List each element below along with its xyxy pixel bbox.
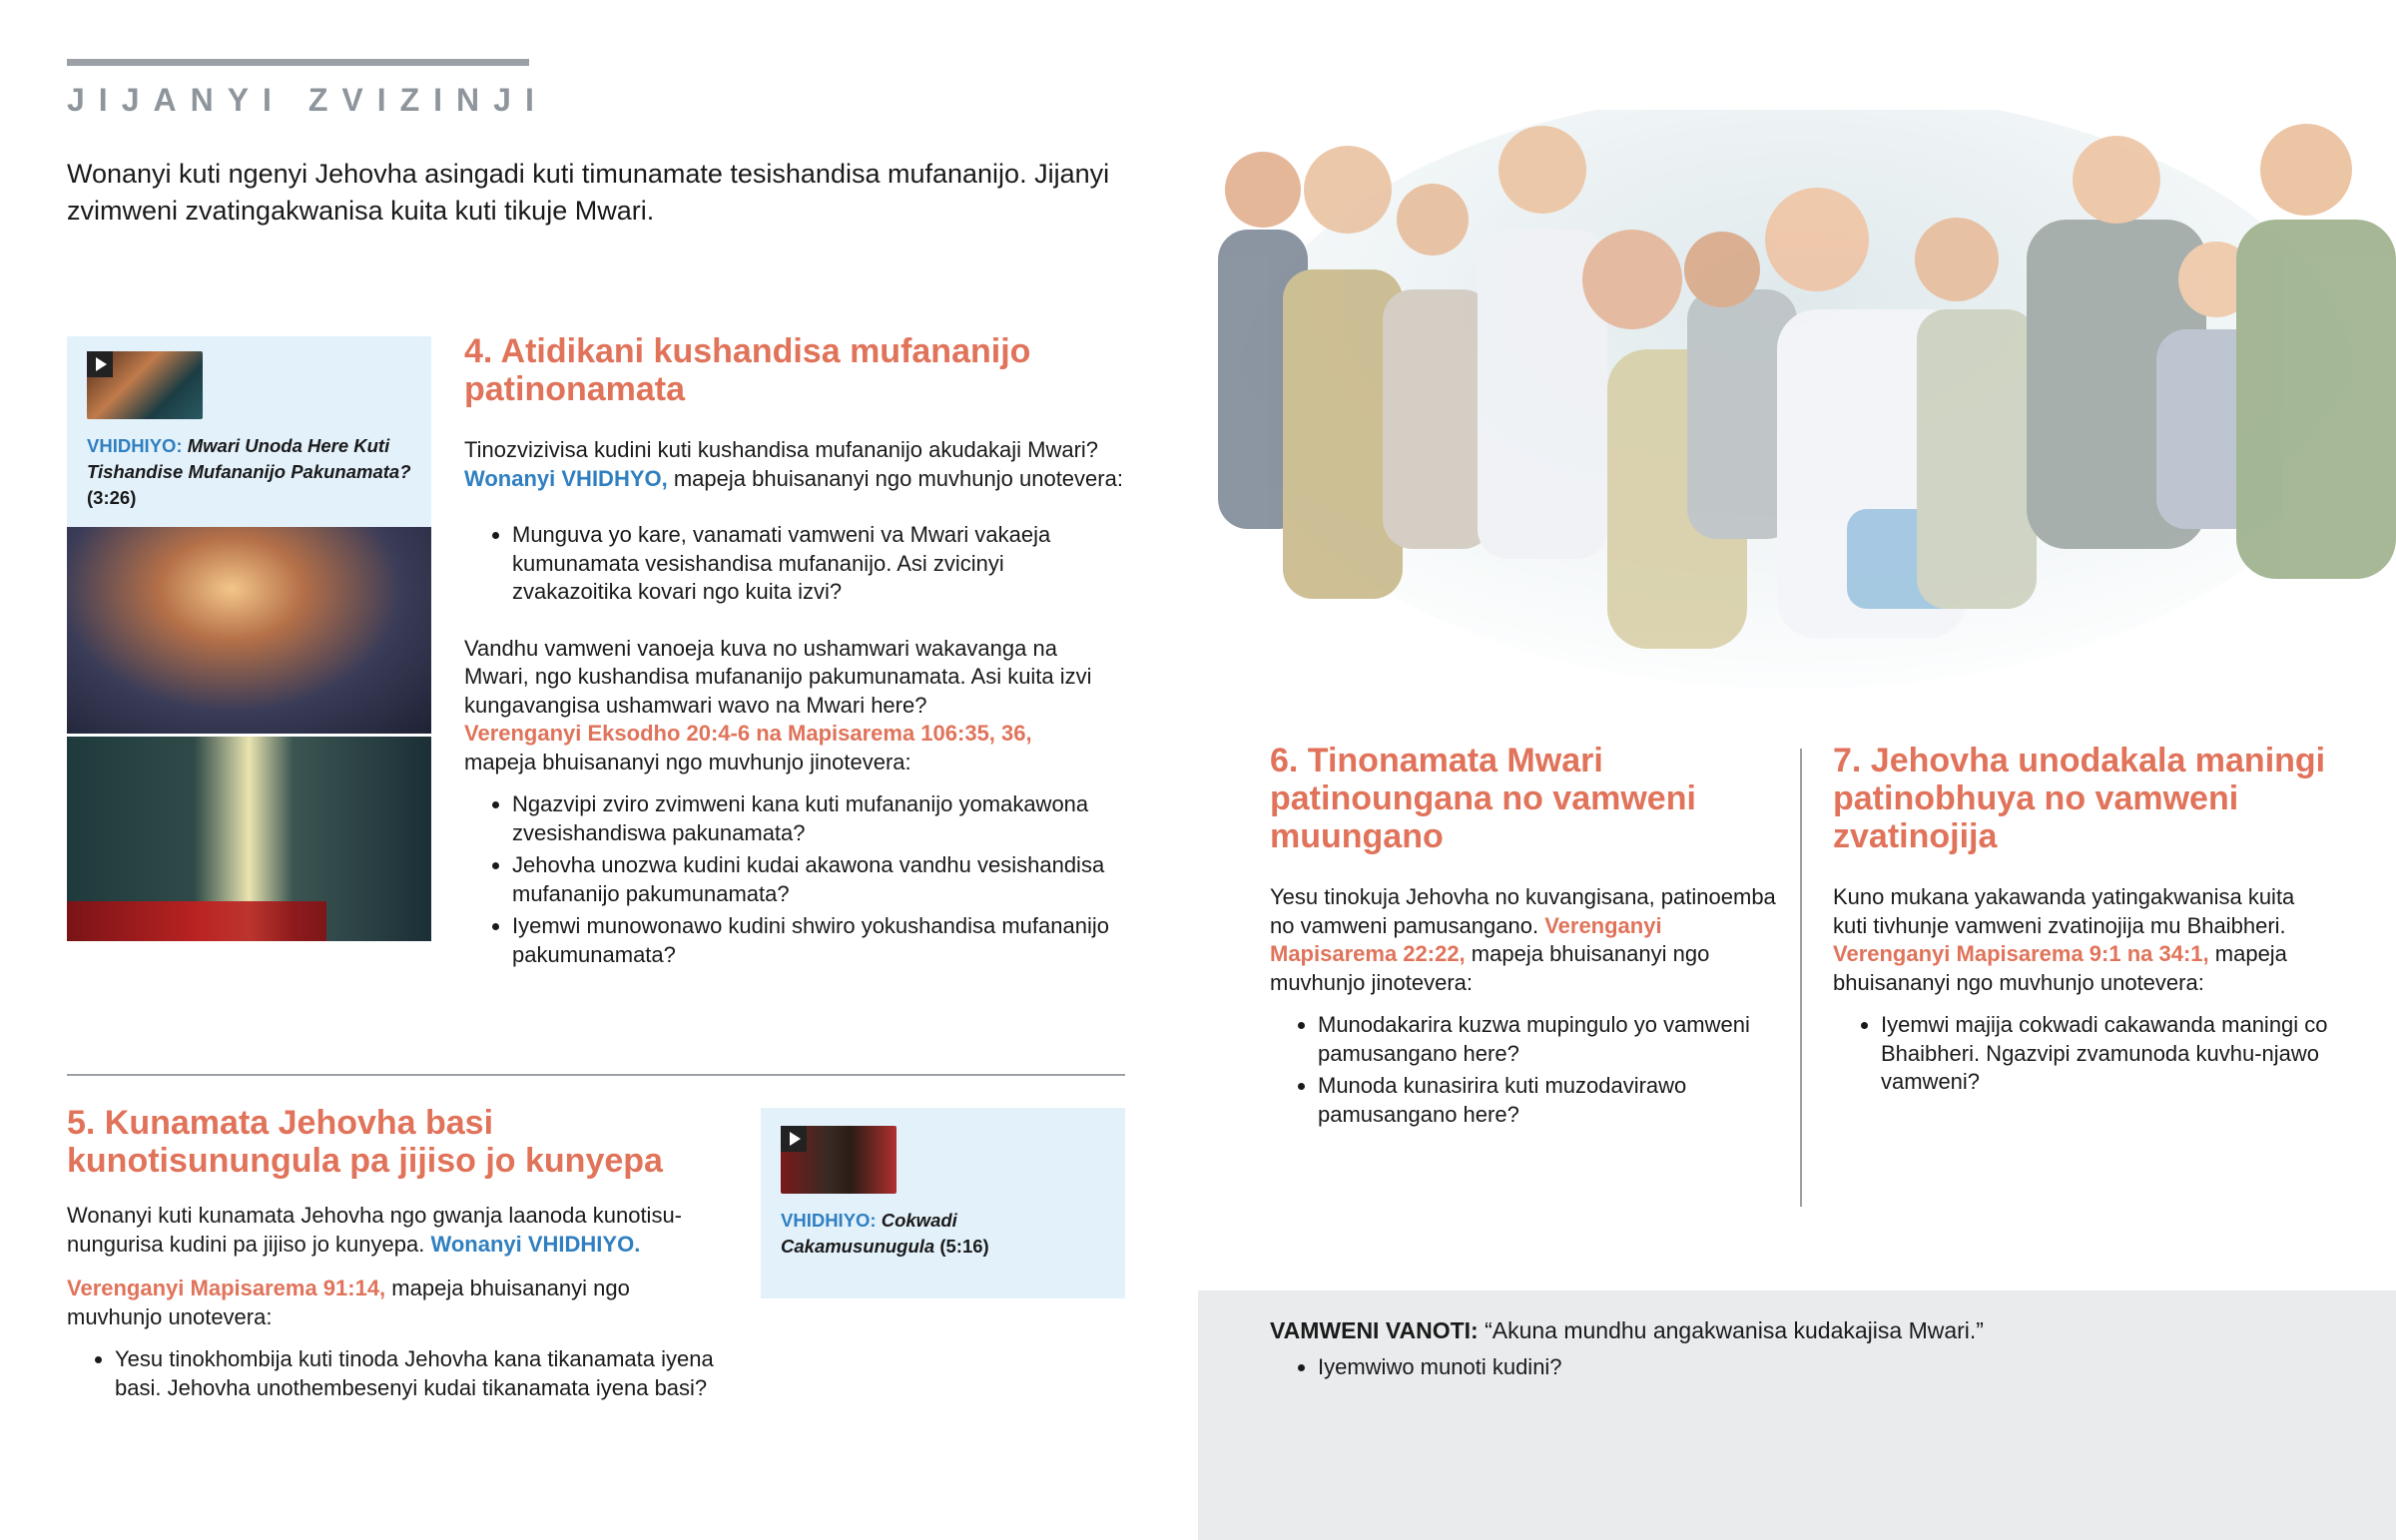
question-item: • Ngazvipi zviro zvimweni kana kuti mufananijo yomakawona zvesishandiswa pakunamata? (512, 790, 1123, 847)
video-label: VHIDHIYO: (781, 1210, 877, 1231)
others-say-quote (1270, 1316, 2348, 1345)
section-4 (464, 332, 1123, 997)
scripture-reference[interactable]: Verenganyi Mapisarema 9:1 na 34:1, (1833, 941, 2209, 966)
video-thumbnail[interactable] (781, 1126, 897, 1194)
question-item: • Iyemwiwo munoti kudini? (1318, 1353, 2348, 1382)
section-7-heading: 7. Jehovha unodakala maningi patinobhuya no vamweni zvatinojija (1833, 742, 2326, 855)
section-5-questions (67, 1345, 726, 1402)
column-divider (1800, 749, 1802, 1207)
video-title: Mwari Unoda Here Kuti Tishandise Mufananijo Pakunamata? (87, 435, 411, 482)
video-label: VHIDHIYO: (87, 435, 183, 456)
section-6 (1270, 742, 1779, 1157)
text: Vandhu vamweni vanoeja kuva no ushamwari wakavanga na Mwari, ngo kushandisa mufananijo pakumunamata. Asi kuita izvi kungavangisa ushamwari wavo na Mwari here? (464, 635, 1092, 718)
lesson-kicker: JIJANYI ZVIZINJI (67, 82, 548, 118)
section-4-intro (464, 436, 1123, 493)
question-item: • Jehovha unozwa kudini kudai akawona vandhu vesishandisa mufananijo pakumunamata? (512, 851, 1123, 908)
quote-text: “Akuna mundhu angakwanisa kudakajisa Mwari.” (1485, 1317, 1984, 1343)
question-item: • Iyemwi munowonawo kudini shwiro yokushandisa mufananijo pakumunamata? (512, 912, 1123, 969)
others-say-box (1198, 1290, 2396, 1540)
scripture-reference[interactable]: Verenganyi Eksodho 20:4-6 na Mapisarema 106:35, 36, (464, 721, 1032, 746)
praying-statue-image (67, 737, 431, 941)
video-card-2[interactable] (761, 1108, 1125, 1298)
question-item: • Munodakarira kuzwa mupingulo yo vamweni pamusangano here? (1318, 1011, 1779, 1068)
section-4-body (464, 635, 1123, 777)
text: Yesu tinokuja Jehovha no kuvangisana, patinoemba no vamweni pamusangano. (1270, 884, 1776, 938)
section-6-body (1270, 883, 1779, 997)
video-caption[interactable] (781, 1208, 1110, 1260)
congregation-illustration (1198, 110, 2396, 709)
question-item: • Munguva yo kare, vanamati vamweni va Mwari vakaeja kumunamata vesishandisa mufananijo. Asi zvicinyi zvakazoitika kovari ngo kuita izvi? (512, 521, 1123, 607)
play-icon[interactable] (781, 1126, 807, 1152)
text: mapeja bhuisananyi ngo muvhunjo unotevera: (673, 465, 1123, 491)
scripture-reference[interactable]: Verenganyi Mapisarema 22:22, (1270, 912, 1662, 966)
video-card-1[interactable] (67, 336, 431, 527)
question-item: • Iyemwi majija cokwadi cakawanda maningi co Bhaibheri. Ngazvipi zvamunoda kuvhu-njawo vamweni? (1881, 1011, 2332, 1097)
text: Wonanyi kuti kunamata Jehovha ngo gwanja laanoda kunotisu-nungurisa kudini pa jijiso jo kunyepa. (67, 1203, 682, 1257)
text: Kuno mukana yakawanda yatingakwanisa kuita kuti tivhunje vamweni zvatinojija mu Bhaibheri. (1833, 884, 2295, 938)
text: mapeja bhuisananyi ngo muvhunjo jinotevera: (464, 749, 911, 774)
people-illustration (1198, 110, 2396, 709)
section-5 (67, 1104, 726, 1430)
text: Tinozvizivisa kudini kuti kushandisa mufananijo akudakaji Mwari? (464, 437, 1099, 462)
section-5-heading: 5. Kunamata Jehovha basi kunotisunungula pa jijiso jo kunyepa (67, 1104, 663, 1180)
video-caption[interactable] (87, 433, 426, 511)
section-7 (1833, 742, 2332, 1125)
video-thumbnail[interactable] (87, 351, 203, 419)
video-title: Cokwadi Cakamusunugula (781, 1210, 957, 1257)
watch-video-link[interactable]: Wonanyi VHIDHYO, (464, 465, 668, 491)
text: mapeja bhuisananyi ngo muvhunjo unotevera: (67, 1276, 630, 1329)
section-5-body (67, 1275, 726, 1331)
play-icon[interactable] (87, 351, 113, 377)
section-7-body (1833, 883, 2332, 997)
section-6-questions (1270, 1011, 1779, 1129)
section-4-questions-1 (464, 521, 1123, 607)
section-divider (67, 1074, 1125, 1076)
others-say-questions (1270, 1353, 2348, 1382)
section-4-heading: 4. Atidikani kushandisa mufananijo patinonamata (464, 332, 1031, 408)
video-duration: (3:26) (87, 487, 137, 508)
section-6-heading: 6. Tinonamata Mwari patinoungana no vamweni muungano (1270, 742, 1696, 855)
question-item: • Yesu tinokhombija kuti tinoda Jehovha kana tikanamata iyena basi. Jehovha unothembesenyi kudai tikanamata iyena basi? (115, 1345, 726, 1402)
watch-video-link[interactable]: Wonanyi VHIDHIYO. (430, 1231, 641, 1257)
header-rule (67, 59, 529, 66)
section-7-questions (1833, 1011, 2332, 1097)
intro-text: Wonanyi kuti ngenyi Jehovha asingadi kuti timunamate tesishandisa mufananijo. Jijanyi zvimweni zvatingakwanisa kuita kuti tikuje Mwari. (67, 159, 1110, 226)
video-duration: (5:16) (939, 1236, 989, 1257)
golden-calf-image (67, 527, 431, 734)
text: mapeja bhuisananyi ngo muvhunjo unotevera: (1833, 941, 2287, 995)
question-item: • Munoda kunasirira kuti muzodavirawo pamusangano here? (1318, 1072, 1779, 1129)
section-5-intro (67, 1202, 726, 1259)
scripture-reference[interactable]: Verenganyi Mapisarema 91:14, (67, 1276, 386, 1300)
section-4-questions-2 (464, 790, 1123, 969)
others-say-label: VAMWENI VANOTI: (1270, 1317, 1479, 1343)
text: mapeja bhuisananyi ngo muvhunjo jinotevera: (1270, 941, 1710, 995)
